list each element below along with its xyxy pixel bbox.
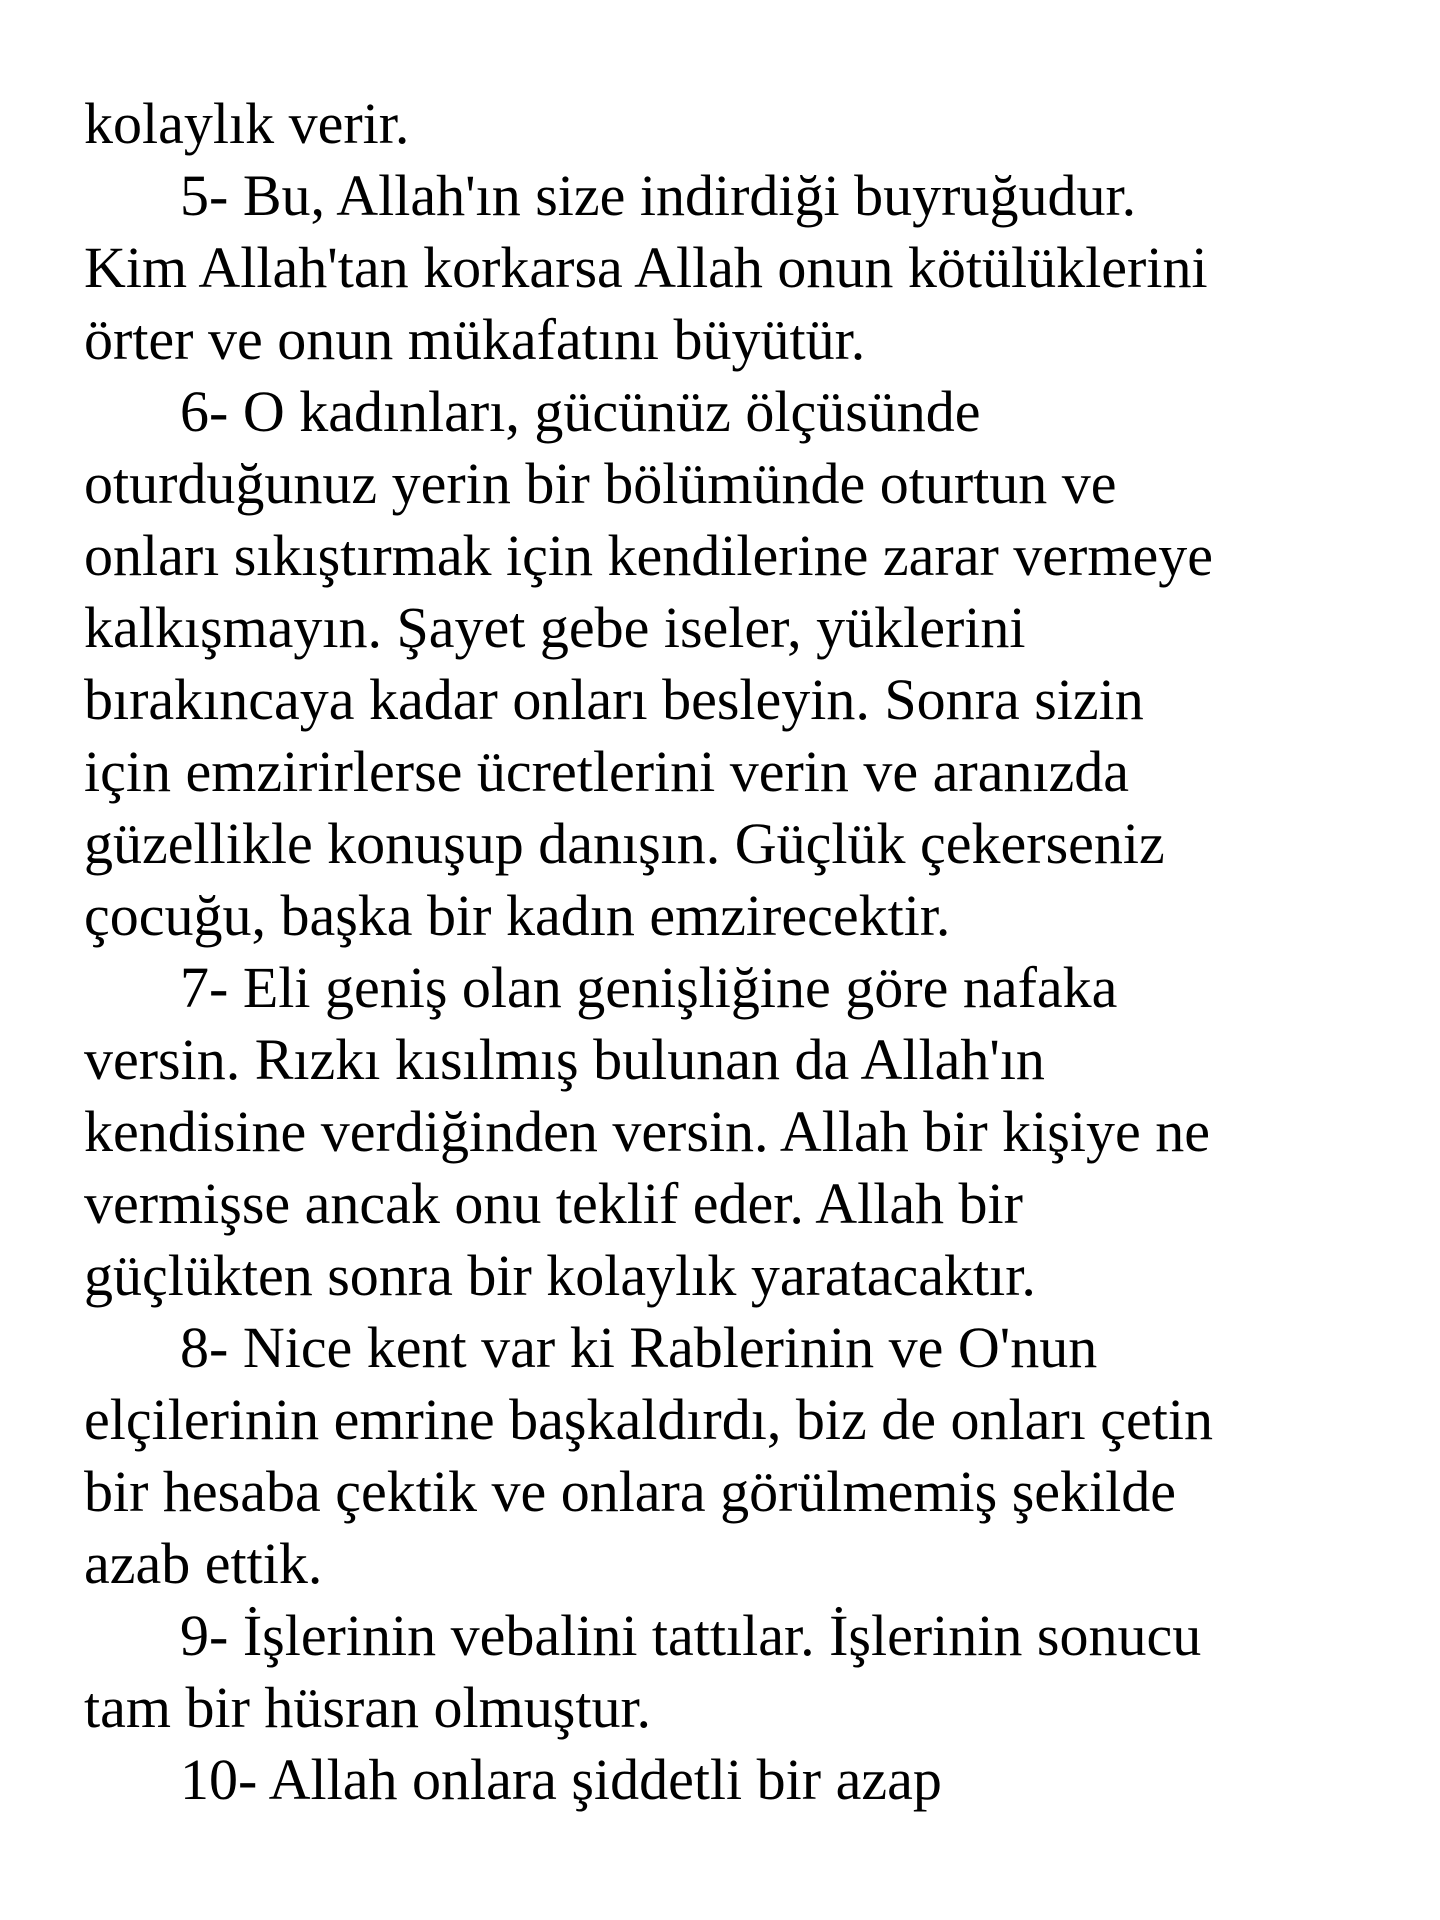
verse-5 [84, 160, 1384, 376]
text-line: elçilerinin emrine başkaldırdı, biz de onları çetin [84, 1387, 1213, 1452]
verse-6 [84, 376, 1384, 952]
text-line: 6- O kadınları, gücünüz ölçüsünde [180, 379, 981, 444]
text-line: güçlükten sonra bir kolaylık yaratacaktır. [84, 1243, 1036, 1308]
text-line: 8- Nice kent var ki Rablerinin ve O'nun [180, 1315, 1098, 1380]
text-line: örter ve onun mükafatını büyütür. [84, 307, 866, 372]
text-line: bir hesaba çektik ve onlara görülmemiş şekilde [84, 1459, 1176, 1524]
text-line: Kim Allah'tan korkarsa Allah onun kötülüklerini [84, 235, 1208, 300]
verse-8 [84, 1312, 1384, 1600]
text-line: güzellikle konuşup danışın. Güçlük çekerseniz [84, 811, 1165, 876]
text-line: için emzirirlerse ücretlerini verin ve aranızda [84, 739, 1130, 804]
text-line: tam bir hüsran olmuştur. [84, 1675, 652, 1740]
document-page [84, 88, 1384, 1816]
text-line: bırakıncaya kadar onları besleyin. Sonra sizin [84, 667, 1144, 732]
text-line: 5- Bu, Allah'ın size indirdiği buyruğudur. [180, 163, 1137, 228]
verse-7 [84, 952, 1384, 1312]
text-line: çocuğu, başka bir kadın emzirecektir. [84, 883, 951, 948]
verse-10 [84, 1744, 1384, 1816]
text-line: onları sıkıştırmak için kendilerine zarar vermeye [84, 523, 1213, 588]
text-line: kolaylık verir. [84, 91, 410, 156]
text-line: 9- İşlerinin vebalini tattılar. İşlerinin sonucu [180, 1603, 1202, 1668]
text-line: 10- Allah onlara şiddetli bir azap [180, 1747, 942, 1812]
text-line: kalkışmayın. Şayet gebe iseler, yüklerini [84, 595, 1026, 660]
paragraph-continuation [84, 88, 1384, 160]
text-line: versin. Rızkı kısılmış bulunan da Allah'ın [84, 1027, 1045, 1092]
verse-9 [84, 1600, 1384, 1744]
text-line: kendisine verdiğinden versin. Allah bir kişiye ne [84, 1099, 1210, 1164]
text-line: azab ettik. [84, 1531, 323, 1596]
text-line: 7- Eli geniş olan genişliğine göre nafaka [180, 955, 1118, 1020]
text-line: oturduğunuz yerin bir bölümünde oturtun ve [84, 451, 1117, 516]
text-line: vermişse ancak onu teklif eder. Allah bir [84, 1171, 1023, 1236]
